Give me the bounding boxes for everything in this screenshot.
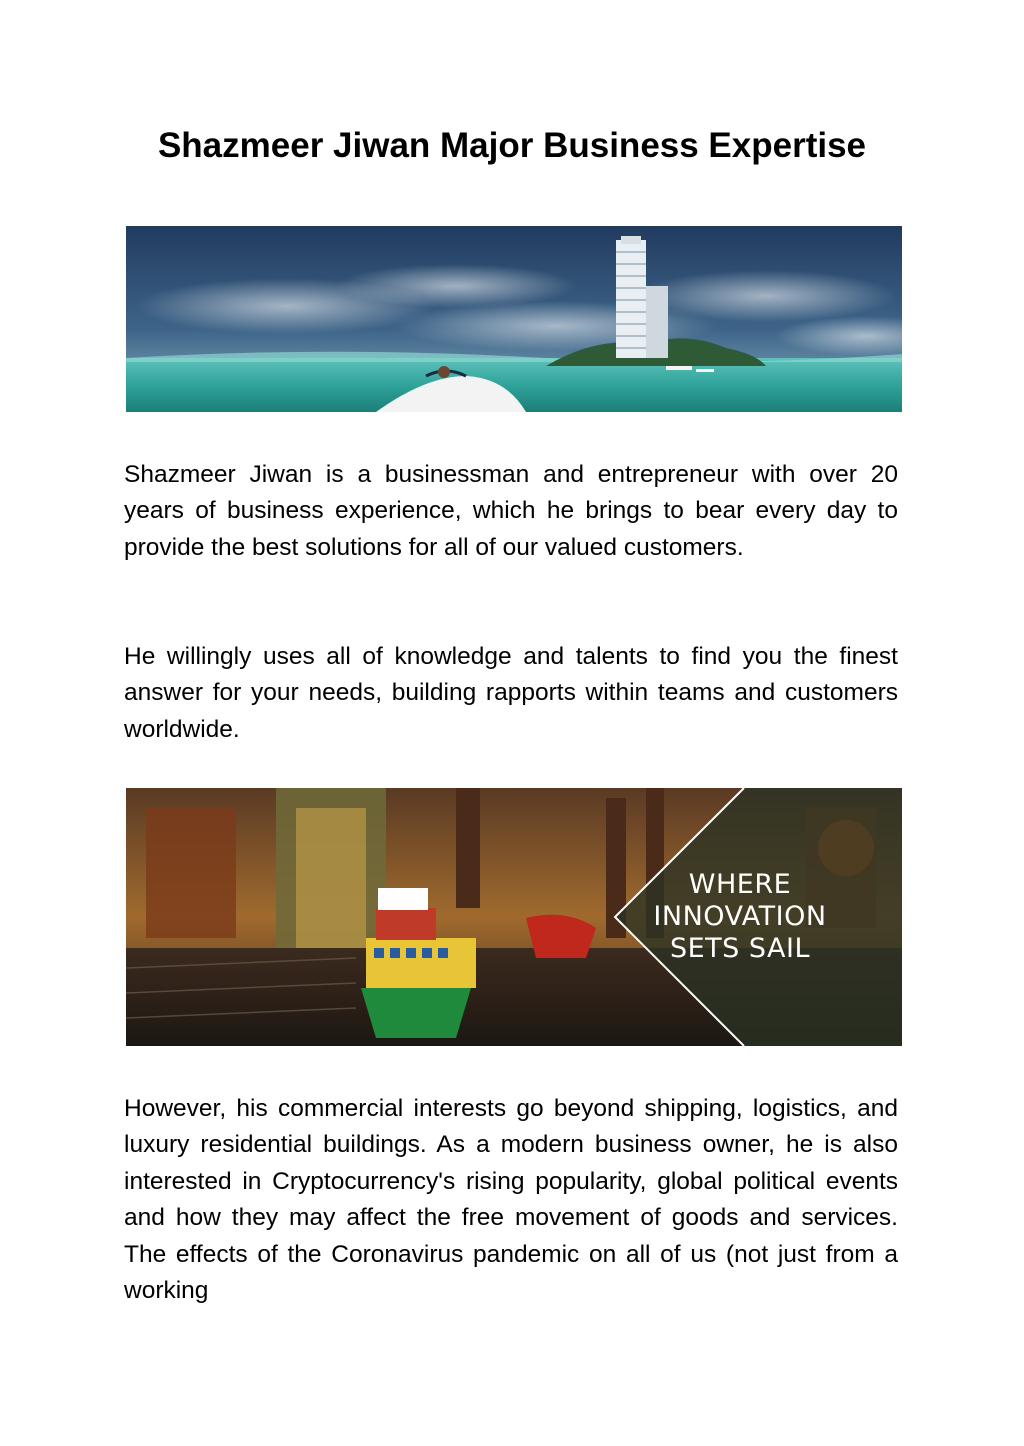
intro-paragraph: Shazmeer Jiwan is a businessman and entrepreneur with over 20 years of business experience, which he brings to bear every day to provide the best solutions for all of our valued customers.: [124, 461, 898, 561]
dockyard-innovation-image: [126, 788, 902, 1046]
banner-line-3: SETS SAIL: [669, 933, 811, 964]
hero-tower-sea-image: [126, 226, 902, 412]
banner-line-2: INNOVATION: [653, 901, 827, 932]
interests-paragraph: However, his commercial interests go beyond shipping, logistics, and luxury residential buildings. As a modern business owner, he is also interested in Cryptocurrency's rising popularity, global political events and how they may affect the free movement of goods and services. The effects of the Coronavirus pandemic on all of us (not just from a working: [124, 1095, 898, 1305]
banner-line-1: WHERE: [688, 869, 792, 900]
talents-paragraph: He willingly uses all of knowledge and talents to find you the finest answer for your needs, building rapports within teams and customers worldwide.: [124, 643, 898, 743]
page-title: Shazmeer Jiwan Major Business Expertise: [157, 126, 867, 165]
